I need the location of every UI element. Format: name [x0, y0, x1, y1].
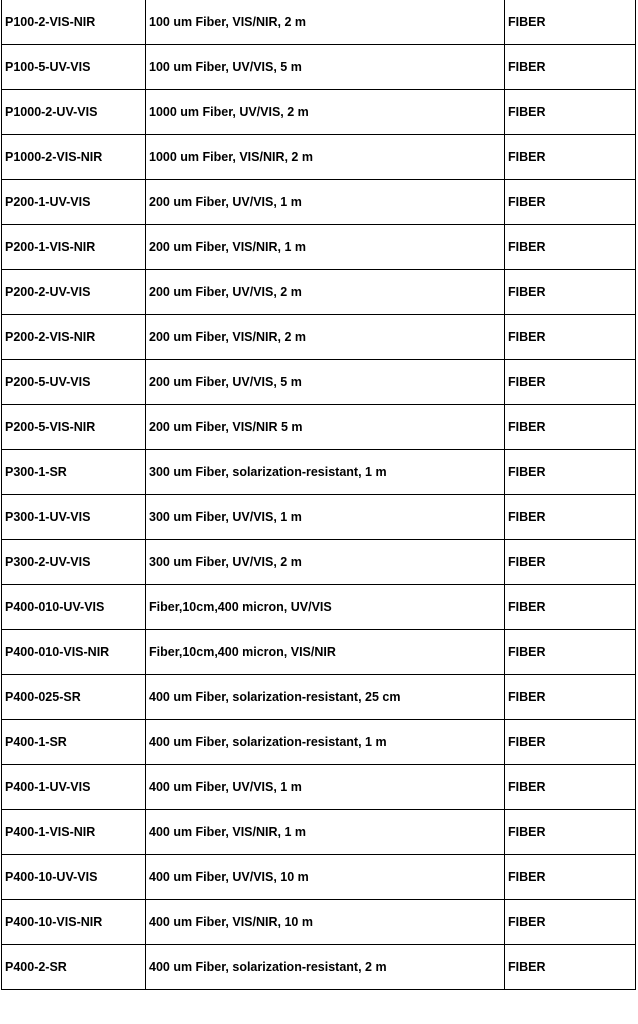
category-cell: FIBER: [505, 494, 636, 539]
table-row: [2, 359, 636, 404]
part-number-cell: P400-10-VIS-NIR: [2, 899, 146, 944]
category-cell: FIBER: [505, 224, 636, 269]
category-cell: FIBER: [505, 269, 636, 314]
part-number-cell: P400-1-SR: [2, 719, 146, 764]
description-cell: Fiber,10cm,400 micron, VIS/NIR: [146, 629, 505, 674]
part-number-cell: P400-1-VIS-NIR: [2, 809, 146, 854]
description-cell: 100 um Fiber, VIS/NIR, 2 m: [146, 0, 505, 44]
category-cell: FIBER: [505, 449, 636, 494]
category-cell: FIBER: [505, 314, 636, 359]
table-row: [2, 494, 636, 539]
table-row: [2, 314, 636, 359]
parts-table: [1, 0, 636, 990]
category-cell: FIBER: [505, 179, 636, 224]
category-cell: FIBER: [505, 584, 636, 629]
category-cell: FIBER: [505, 44, 636, 89]
table-row: [2, 719, 636, 764]
table-row: [2, 809, 636, 854]
category-cell: FIBER: [505, 854, 636, 899]
part-number-cell: P400-010-VIS-NIR: [2, 629, 146, 674]
category-cell: FIBER: [505, 89, 636, 134]
part-number-cell: P400-025-SR: [2, 674, 146, 719]
category-cell: FIBER: [505, 944, 636, 989]
description-cell: 200 um Fiber, VIS/NIR 5 m: [146, 404, 505, 449]
part-number-cell: P200-2-UV-VIS: [2, 269, 146, 314]
table-row: [2, 944, 636, 989]
description-cell: 1000 um Fiber, UV/VIS, 2 m: [146, 89, 505, 134]
table-row: [2, 584, 636, 629]
description-cell: 1000 um Fiber, VIS/NIR, 2 m: [146, 134, 505, 179]
description-cell: Fiber,10cm,400 micron, UV/VIS: [146, 584, 505, 629]
table-row: [2, 44, 636, 89]
part-number-cell: P1000-2-VIS-NIR: [2, 134, 146, 179]
part-number-cell: P300-2-UV-VIS: [2, 539, 146, 584]
part-number-cell: P400-2-SR: [2, 944, 146, 989]
category-cell: FIBER: [505, 629, 636, 674]
description-cell: 200 um Fiber, UV/VIS, 2 m: [146, 269, 505, 314]
table-row: [2, 404, 636, 449]
part-number-cell: P300-1-UV-VIS: [2, 494, 146, 539]
part-number-cell: P200-5-UV-VIS: [2, 359, 146, 404]
table-row: [2, 224, 636, 269]
part-number-cell: P200-1-UV-VIS: [2, 179, 146, 224]
table-row: [2, 854, 636, 899]
category-cell: FIBER: [505, 134, 636, 179]
category-cell: FIBER: [505, 359, 636, 404]
category-cell: FIBER: [505, 404, 636, 449]
description-cell: 200 um Fiber, VIS/NIR, 1 m: [146, 224, 505, 269]
category-cell: FIBER: [505, 719, 636, 764]
category-cell: FIBER: [505, 0, 636, 44]
part-number-cell: P400-010-UV-VIS: [2, 584, 146, 629]
category-cell: FIBER: [505, 899, 636, 944]
table-row: [2, 674, 636, 719]
part-number-cell: P400-1-UV-VIS: [2, 764, 146, 809]
part-number-cell: P300-1-SR: [2, 449, 146, 494]
part-number-cell: P200-5-VIS-NIR: [2, 404, 146, 449]
table-row: [2, 0, 636, 44]
category-cell: FIBER: [505, 674, 636, 719]
description-cell: 300 um Fiber, UV/VIS, 2 m: [146, 539, 505, 584]
description-cell: 400 um Fiber, solarization-resistant, 25 cm: [146, 674, 505, 719]
table-row: [2, 629, 636, 674]
category-cell: FIBER: [505, 539, 636, 584]
description-cell: 400 um Fiber, VIS/NIR, 1 m: [146, 809, 505, 854]
table-row: [2, 89, 636, 134]
table-row: [2, 539, 636, 584]
description-cell: 400 um Fiber, UV/VIS, 1 m: [146, 764, 505, 809]
description-cell: 200 um Fiber, VIS/NIR, 2 m: [146, 314, 505, 359]
part-number-cell: P400-10-UV-VIS: [2, 854, 146, 899]
description-cell: 200 um Fiber, UV/VIS, 1 m: [146, 179, 505, 224]
description-cell: 100 um Fiber, UV/VIS, 5 m: [146, 44, 505, 89]
table-row: [2, 134, 636, 179]
description-cell: 400 um Fiber, solarization-resistant, 1 m: [146, 719, 505, 764]
part-number-cell: P200-1-VIS-NIR: [2, 224, 146, 269]
table-row: [2, 764, 636, 809]
part-number-cell: P200-2-VIS-NIR: [2, 314, 146, 359]
part-number-cell: P100-5-UV-VIS: [2, 44, 146, 89]
description-cell: 300 um Fiber, UV/VIS, 1 m: [146, 494, 505, 539]
category-cell: FIBER: [505, 764, 636, 809]
category-cell: FIBER: [505, 809, 636, 854]
description-cell: 200 um Fiber, UV/VIS, 5 m: [146, 359, 505, 404]
part-number-cell: P100-2-VIS-NIR: [2, 0, 146, 44]
description-cell: 300 um Fiber, solarization-resistant, 1 m: [146, 449, 505, 494]
table-row: [2, 449, 636, 494]
parts-table-body: [2, 0, 636, 989]
description-cell: 400 um Fiber, VIS/NIR, 10 m: [146, 899, 505, 944]
table-row: [2, 899, 636, 944]
table-row: [2, 269, 636, 314]
part-number-cell: P1000-2-UV-VIS: [2, 89, 146, 134]
description-cell: 400 um Fiber, solarization-resistant, 2 m: [146, 944, 505, 989]
table-row: [2, 179, 636, 224]
description-cell: 400 um Fiber, UV/VIS, 10 m: [146, 854, 505, 899]
